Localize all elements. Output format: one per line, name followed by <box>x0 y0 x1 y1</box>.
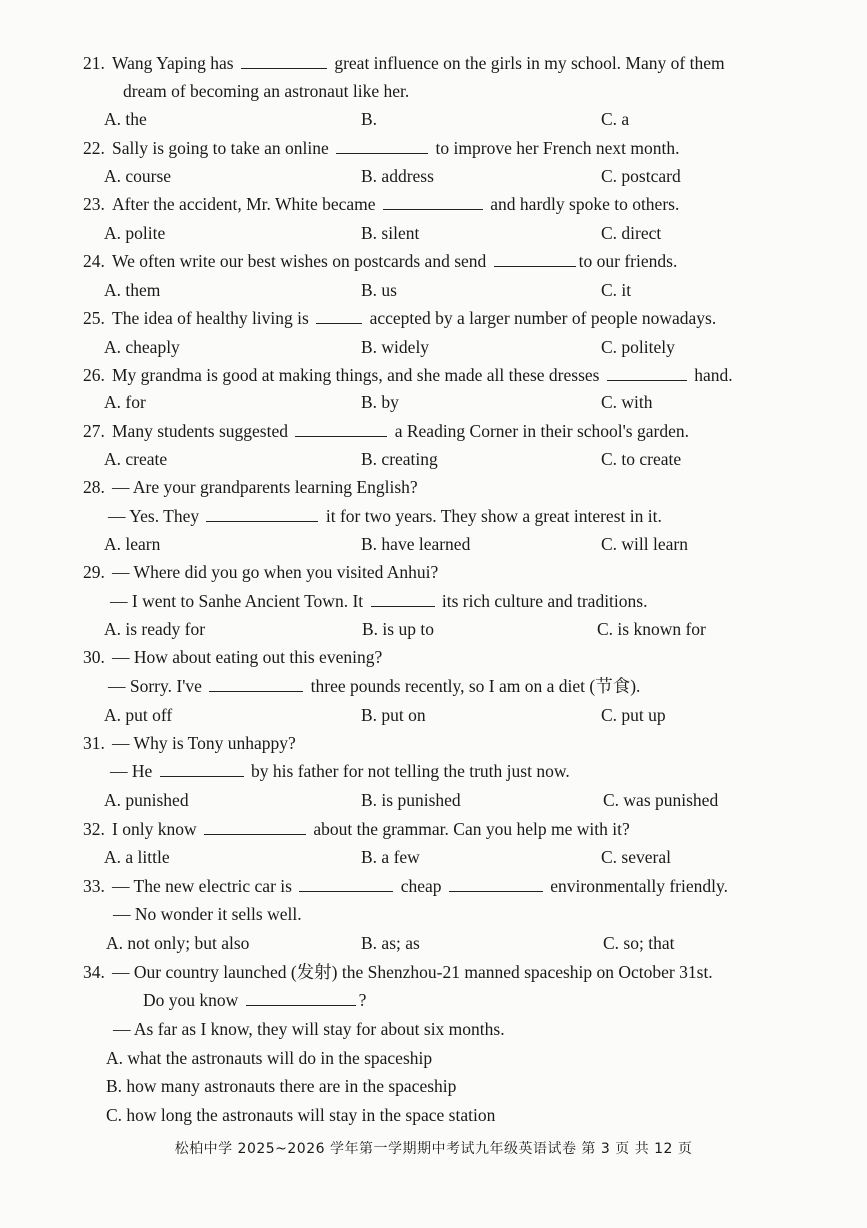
answer-blank <box>209 675 303 692</box>
answer-option: A. the <box>104 109 147 129</box>
question-number: 31. <box>83 733 105 753</box>
answer-option: B. put on <box>361 705 426 725</box>
question-text-before-blank: After the accident, Mr. White became <box>112 194 380 214</box>
question-line <box>108 505 662 527</box>
answer-blank <box>371 590 435 607</box>
answer-blank <box>246 989 356 1006</box>
question-number: 27. <box>83 421 105 441</box>
question-line <box>112 52 725 74</box>
question-text: — How about eating out this evening? <box>112 647 383 667</box>
question-text-after-blank: by his father for not telling the truth just now. <box>246 761 570 781</box>
question-text: — Our country launched (发射) the Shenzhou-21 manned spaceship on October 31st. <box>112 962 713 982</box>
answer-blank <box>206 505 318 522</box>
answer-option: C. postcard <box>601 166 681 186</box>
answer-option: A. is ready for <box>104 619 206 639</box>
answer-blank <box>299 875 393 892</box>
answer-option: C. how long the astronauts will stay in the space station <box>106 1105 496 1125</box>
question-text-before-blank: The idea of healthy living is <box>112 308 314 328</box>
answer-blank <box>204 818 306 835</box>
answer-option: C. with <box>601 392 653 412</box>
answer-option: A. learn <box>104 534 161 554</box>
question-line <box>112 561 438 583</box>
question-text-after-blank: to our friends. <box>578 251 678 271</box>
answer-option: C. was punished <box>603 790 719 810</box>
question-text-after-blank: great influence on the girls in my school. Many of them <box>329 53 725 73</box>
question-text-after-blank: about the grammar. Can you help me with it? <box>308 819 630 839</box>
answer-option: C. put up <box>601 705 666 725</box>
question-line <box>112 961 713 983</box>
question-text-before-blank: — I went to Sanhe Ancient Town. It <box>110 591 368 611</box>
answer-option: A. for <box>104 392 146 412</box>
question-text-before-blank: Wang Yaping has <box>112 53 238 73</box>
question-number: 33. <box>83 876 105 896</box>
question-text: dream of becoming an astronaut like her. <box>123 81 410 101</box>
answer-option: B. creating <box>361 449 438 469</box>
answer-blank <box>383 193 483 210</box>
answer-option: B. <box>361 109 378 129</box>
question-text-after-blank: environmentally friendly. <box>545 876 728 896</box>
question-text: — Where did you go when you visited Anhui? <box>112 562 439 582</box>
answer-option: C. is known for <box>597 619 706 639</box>
question-text-before-blank: Sally is going to take an online <box>112 138 334 158</box>
answer-option: B. a few <box>361 847 420 867</box>
answer-option: C. direct <box>601 223 662 243</box>
answer-option: A. what the astronauts will do in the spaceship <box>106 1048 433 1068</box>
answer-blank <box>316 307 362 324</box>
question-number: 30. <box>83 647 105 667</box>
page-footer: 松柏中学 2025~2026 学年第一学期期中考试九年级英语试卷 第 3 页 共 12 页 <box>174 1141 693 1157</box>
answer-option: B. is punished <box>361 790 461 810</box>
question-line <box>112 646 382 668</box>
question-number: 24. <box>83 251 105 271</box>
question-text-after-blank: a Reading Corner in their school's garden. <box>390 421 689 441</box>
question-number: 26. <box>83 365 105 385</box>
answer-option: C. it <box>601 280 632 300</box>
answer-option: B. us <box>361 280 397 300</box>
answer-option: A. not only; but also <box>106 933 250 953</box>
question-number: 22. <box>83 138 105 158</box>
question-line <box>113 903 302 925</box>
question-number: 32. <box>83 819 105 839</box>
question-text-after-blank: hand. <box>689 365 733 385</box>
answer-option: A. create <box>104 449 168 469</box>
question-number: 25. <box>83 308 105 328</box>
question-text-after-blank: its rich culture and traditions. <box>437 591 648 611</box>
answer-option: A. put off <box>104 705 173 725</box>
question-text-before-blank: My grandma is good at making things, and she made all these dresses <box>112 365 604 385</box>
answer-option: A. punished <box>104 790 189 810</box>
answer-option: C. politely <box>601 337 675 357</box>
answer-option: B. address <box>361 166 434 186</box>
question-line <box>123 80 409 102</box>
question-text: — Are your grandparents learning English? <box>112 477 418 497</box>
question-text-after-blank: accepted by a larger number of people nowadays. <box>365 308 717 328</box>
answer-option: B. by <box>361 392 399 412</box>
question-line <box>143 989 366 1011</box>
answer-blank <box>295 420 387 437</box>
question-line <box>112 420 689 442</box>
question-line <box>110 590 647 612</box>
answer-option: A. cheaply <box>104 337 180 357</box>
question-line <box>108 675 640 697</box>
answer-blank <box>449 875 543 892</box>
question-text-before-blank: We often write our best wishes on postcards and send <box>112 251 491 271</box>
answer-option: C. several <box>601 847 671 867</box>
question-number: 28. <box>83 477 105 497</box>
answer-option: C. will learn <box>601 534 688 554</box>
answer-blank <box>336 137 428 154</box>
question-text-after-blank: and hardly spoke to others. <box>485 194 680 214</box>
answer-option: C. a <box>601 109 630 129</box>
question-text-after-blank: three pounds recently, so I am on a diet (节食). <box>306 676 641 696</box>
answer-blank <box>607 364 687 381</box>
question-text-after-blank: it for two years. They show a great interest in it. <box>321 506 662 526</box>
question-line <box>112 875 728 897</box>
question-line <box>110 760 570 782</box>
question-line <box>112 732 296 754</box>
answer-option: B. as; as <box>361 933 420 953</box>
question-number: 29. <box>83 562 105 582</box>
question-text: — As far as I know, they will stay for about six months. <box>113 1019 505 1039</box>
question-text-between-blanks: cheap <box>396 876 446 896</box>
answer-blank <box>241 52 327 69</box>
answer-option: B. widely <box>361 337 430 357</box>
answer-option: A. them <box>104 280 161 300</box>
question-text-before-blank: — Yes. They <box>108 506 204 526</box>
answer-option: B. have learned <box>361 534 471 554</box>
answer-option: B. is up to <box>362 619 434 639</box>
question-line <box>112 476 418 498</box>
question-text-before-blank: — The new electric car is <box>112 876 297 896</box>
question-line <box>112 818 630 840</box>
answer-option: A. a little <box>104 847 170 867</box>
question-number: 21. <box>83 53 105 73</box>
question-text-before-blank: — He <box>110 761 157 781</box>
question-text-before-blank: — Sorry. I've <box>108 676 207 696</box>
question-text-before-blank: I only know <box>112 819 201 839</box>
question-line <box>112 137 680 159</box>
answer-blank <box>160 760 244 777</box>
question-line <box>112 364 733 386</box>
question-line <box>113 1018 505 1040</box>
question-line <box>112 307 716 329</box>
question-text-after-blank: ? <box>358 990 367 1010</box>
question-text-before-blank: Do you know <box>143 990 243 1010</box>
answer-option: B. silent <box>361 223 420 243</box>
question-number: 23. <box>83 194 105 214</box>
answer-blank <box>494 250 576 267</box>
answer-option: C. so; that <box>603 933 675 953</box>
question-line <box>112 193 679 215</box>
question-text-before-blank: Many students suggested <box>112 421 293 441</box>
question-number: 34. <box>83 962 105 982</box>
answer-option: C. to create <box>601 449 682 469</box>
answer-option: A. course <box>104 166 172 186</box>
answer-option: B. how many astronauts there are in the spaceship <box>106 1076 457 1096</box>
question-text-after-blank: to improve her French next month. <box>431 138 680 158</box>
question-line <box>112 250 677 272</box>
question-text: — No wonder it sells well. <box>113 904 302 924</box>
question-text: — Why is Tony unhappy? <box>112 733 296 753</box>
answer-option: A. polite <box>104 223 166 243</box>
